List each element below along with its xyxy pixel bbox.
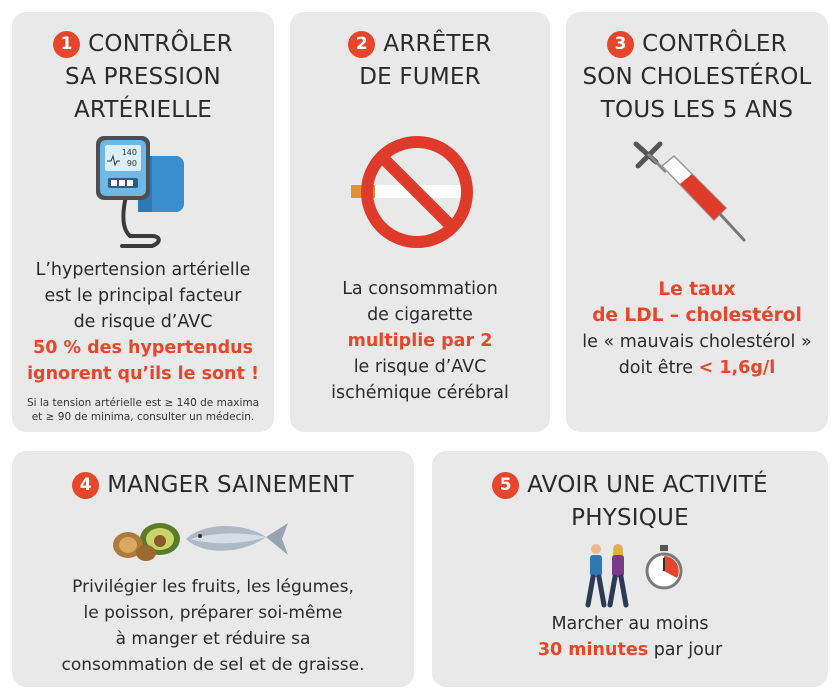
highlight-text: 30 minutes [537,640,649,660]
highlight-text: multiplie par 2 [347,331,493,351]
card-healthy-eating [12,451,414,687]
number-badge: 4 [72,472,99,499]
nuts-avocado-icon [110,513,184,563]
card-text: Le taux de LDL – cholestérol le « mauvais cholestérol » doit être < 1,6g/l [566,277,828,381]
duration-line: 30 minutes par jour [537,640,723,660]
card-title: 4 MANGER SAINEMENT [12,469,414,502]
monitor-value-high: 140 [121,148,137,157]
card-text: L’hypertension artérielle est le principal facteur de risque d’AVC 50 % des hypertendus ignorent qu’ils le sont ! [12,257,274,387]
monitor-value-low: 90 [126,159,137,168]
card-text: Privilégier les fruits, les légumes, le poisson, préparer soi-même à manger et réduire sa consommation de sel et de graisse. [61,577,365,675]
card-physical-activity [432,451,828,687]
card-stop-smoking [290,12,550,432]
card-blood-pressure [12,12,274,432]
card-title: 1 CONTRÔLER SA PRESSION ARTÉRIELLE [12,28,274,127]
highlight-text: ignorent qu’ils le sont ! [27,364,259,384]
card-text: Marcher au moins 30 minutes par jour [432,611,828,663]
footnote: Si la tension artérielle est ≥ 140 de maxima et ≥ 90 de minima, consulter un médecin. [26,397,260,423]
fish-icon [182,513,292,563]
number-badge: 1 [53,31,80,58]
highlight-text: de LDL – cholestérol [592,305,802,326]
limit-line: doit être < 1,6g/l [618,358,776,378]
number-badge: 5 [492,472,519,499]
highlight-text: Le taux [658,279,736,300]
highlight-text: 50 % des hypertendus [33,338,253,358]
card-title: 3 CONTRÔLER SON CHOLESTÉROL TOUS LES 5 ANS [582,31,812,123]
stopwatch-icon [644,545,684,591]
highlight-value: < 1,6g/l [698,358,776,378]
number-badge: 3 [607,31,634,58]
card-title: 5 AVOIR UNE ACTIVITÉ PHYSIQUE [432,469,828,535]
blood-pressure-monitor-icon [92,134,192,264]
card-text: La consommation de cigarette multiplie par 2 le risque d’AVC ischémique cérébral [290,276,550,406]
syringe-icon [626,136,756,256]
card-cholesterol [566,12,828,432]
number-badge: 2 [348,31,375,58]
no-smoking-icon [345,134,485,250]
card-title: 2 ARRÊTER DE FUMER [290,28,550,94]
walking-people-icon [582,543,634,609]
